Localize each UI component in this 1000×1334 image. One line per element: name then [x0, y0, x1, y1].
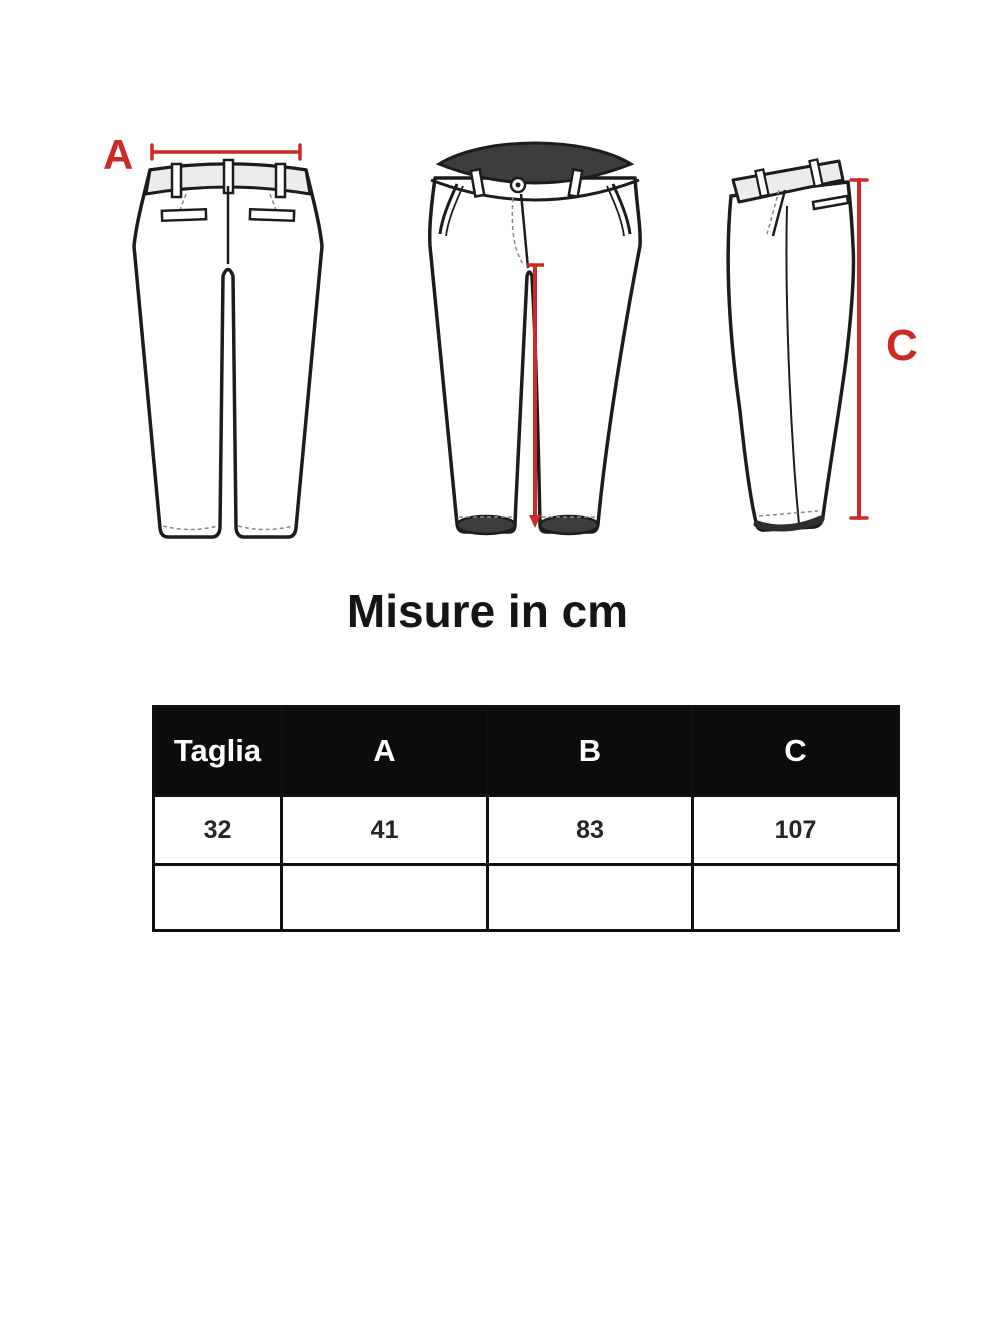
size-table-empty-row: [154, 865, 899, 931]
cell-a-value: 41: [282, 796, 488, 865]
pants-side-outline: [728, 182, 853, 530]
size-table-row: [154, 796, 899, 865]
size-table-header-taglia: Taglia: [154, 707, 282, 796]
back-pocket-right: [250, 209, 294, 221]
front-hem-right: [540, 516, 598, 534]
empty-cell: [488, 865, 693, 931]
empty-cell: [154, 865, 282, 931]
measure-line-a: [152, 145, 300, 159]
size-table-header-a: A: [282, 707, 488, 796]
size-table-header-row: [154, 707, 899, 796]
empty-cell: [282, 865, 488, 931]
front-button-hole: [516, 183, 521, 188]
empty-cell: [693, 865, 899, 931]
pants-front-view-illustration: [425, 128, 645, 553]
cell-taglia-value: 32: [154, 796, 282, 865]
back-pocket-left: [162, 209, 206, 221]
size-table-header-b: B: [488, 707, 693, 796]
pants-back-view-illustration: [88, 130, 328, 550]
pants-side-view-illustration: [715, 128, 930, 548]
size-table: [152, 705, 900, 932]
measure-label-c: C: [886, 321, 918, 370]
front-hem-left: [457, 516, 515, 534]
cell-b-value: 83: [488, 796, 693, 865]
measure-label-a: A: [103, 131, 134, 178]
size-table-header-c: C: [693, 707, 899, 796]
cell-c-value: 107: [693, 796, 899, 865]
page-title: Misure in cm: [346, 585, 629, 637]
